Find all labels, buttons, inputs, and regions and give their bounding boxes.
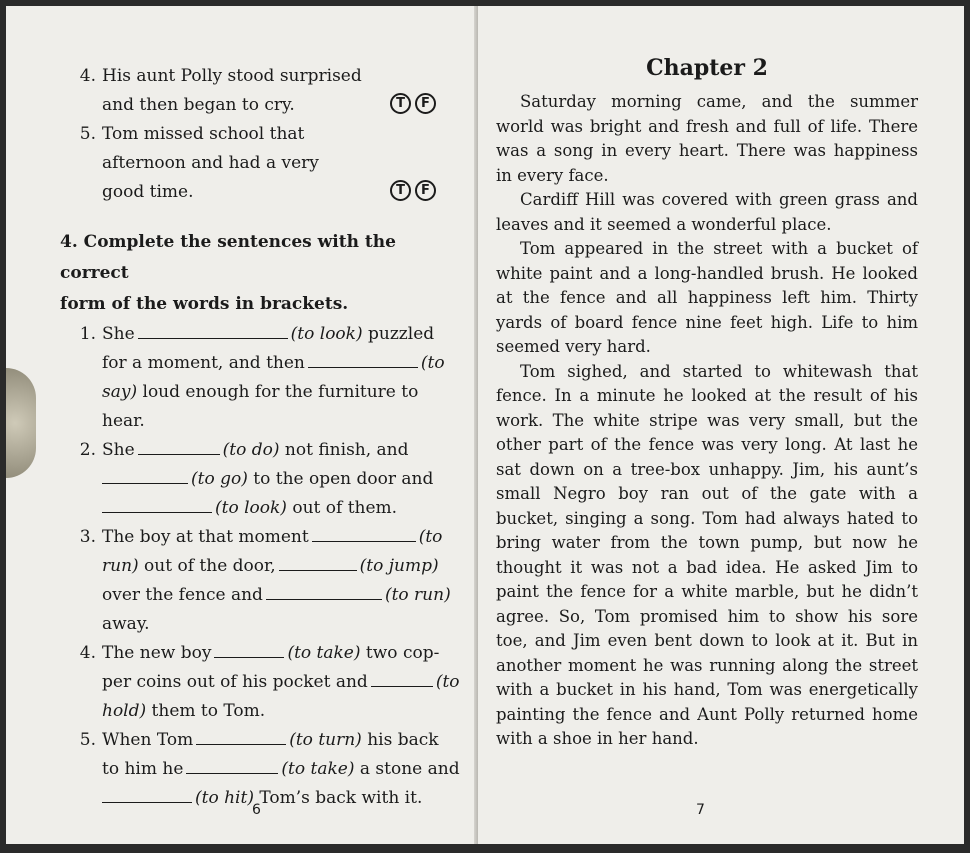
bracket-word: (to hit) (195, 788, 254, 808)
sentence-text: out of them. (286, 498, 398, 518)
sentence-text: away. (102, 614, 150, 634)
sentence-text: hear. (102, 411, 145, 431)
sentence-text: The boy at that moment (102, 527, 309, 547)
bracket-word: (to (418, 527, 443, 547)
bracket-word: (to jump) (359, 556, 439, 576)
answer-blank[interactable] (186, 755, 278, 774)
tf-text: His aunt Polly stood surprised (102, 66, 362, 86)
tf-text: good time. (102, 182, 194, 202)
page-number: 6 (252, 802, 261, 818)
right-page (478, 6, 964, 844)
sentence-text: his back (361, 730, 439, 750)
answer-blank[interactable] (138, 436, 220, 455)
sentence-text: She (102, 324, 135, 344)
tf-choices (390, 180, 436, 201)
item-number: 5. (79, 124, 96, 144)
tf-choices (390, 93, 436, 114)
sentence-text: over the fence and (102, 585, 263, 605)
tf-text: and then began to cry. (102, 95, 295, 115)
sentence-text: The new boy (102, 643, 212, 663)
answer-blank[interactable] (279, 552, 357, 571)
bracket-word: (to turn) (289, 730, 362, 750)
task-heading (60, 227, 468, 320)
sentence-text: to the open door and (247, 469, 434, 489)
sentence-text: out of the door, (138, 556, 276, 576)
story-text (496, 90, 918, 752)
bracket-word: (to take) (281, 759, 355, 779)
item-number: 5. (79, 730, 96, 750)
bracket-word: (to do) (222, 440, 280, 460)
item-number: 2. (79, 440, 96, 460)
left-page (6, 6, 478, 844)
true-choice[interactable]: T (390, 93, 411, 114)
page-number: 7 (696, 802, 705, 818)
sentence-1 (60, 320, 468, 436)
answer-blank[interactable] (138, 320, 288, 339)
sentence-5 (60, 726, 468, 813)
answer-blank[interactable] (196, 726, 286, 745)
answer-blank[interactable] (102, 784, 192, 803)
sentence-text: Tom’s back with it. (253, 788, 423, 808)
thumb-shadow (6, 368, 36, 478)
sentence-text: per coins out of his pocket and (102, 672, 368, 692)
bracket-word: run) (102, 556, 139, 576)
item-number: 4. (79, 643, 96, 663)
paragraph: Saturday morning came, and the summer world was bright and fresh and full of life. There was a song in every heart. There was happiness in every face. (496, 92, 918, 185)
sentence-text: them to Tom. (146, 701, 266, 721)
tf-item-4 (60, 62, 468, 120)
item-number: 1. (79, 324, 96, 344)
sentence-text: She (102, 440, 135, 460)
false-choice[interactable]: F (415, 93, 436, 114)
sentence-text: to him he (102, 759, 184, 779)
answer-blank[interactable] (312, 523, 416, 542)
paragraph: Tom sighed, and started to whitewash that fence. In a minute he looked at the result of his work. The white stripe was very small, but the other part of the fence was very long. At last he sat down on a tree-box unhappy. Jim, his aunt’s small Negro boy ran out of the gate with a bucket, singing a song. Tom had always hated to bring water from the town pump, but now he thought it was not a bad idea. He asked Jim to paint the fence for a white marble, but he didn’t agree. So, Tom promised him to show his sore toe, and Jim even bent down to look at it. But in another moment he was running along the street with a bucket in his hand, Tom was energetically painting the fence and Aunt Polly returned home with a shoe in her hand. (496, 361, 918, 748)
sentence-text: two cop- (360, 643, 440, 663)
answer-blank[interactable] (266, 581, 382, 600)
bracket-word: (to look) (215, 498, 287, 518)
answer-blank[interactable] (102, 465, 188, 484)
task-heading-line: 4. Complete the sentences with the correct (60, 232, 396, 283)
tf-item-5 (60, 120, 468, 207)
bracket-word: (to run) (384, 585, 451, 605)
task-heading-line: form of the words in brackets. (60, 294, 349, 314)
tf-text: Tom missed school that (102, 124, 305, 144)
bracket-word: say) (102, 382, 138, 402)
bracket-word: (to (420, 353, 445, 373)
sentence-4 (60, 639, 468, 726)
sentence-text: puzzled (362, 324, 435, 344)
item-number: 4. (79, 66, 96, 86)
chapter-title: Chapter 2 (646, 55, 768, 81)
tf-text: afternoon and had a very (102, 153, 319, 173)
true-choice[interactable]: T (390, 180, 411, 201)
bracket-word: (to go) (191, 469, 248, 489)
paragraph: Cardiff Hill was covered with green grass and leaves and it seemed a wonderful place. (496, 190, 918, 234)
item-number: 3. (79, 527, 96, 547)
sentence-text: loud enough for the furniture to (137, 382, 419, 402)
answer-blank[interactable] (102, 494, 212, 513)
answer-blank[interactable] (308, 349, 418, 368)
answer-blank[interactable] (214, 639, 284, 658)
paragraph: Tom appeared in the street with a bucket of white paint and a long-handled brush. He looked at the fence and all happiness left him. Thirty yards of board fence nine feet high. Life to him seemed very hard. (496, 239, 918, 356)
false-choice[interactable]: F (415, 180, 436, 201)
bracket-word: hold) (102, 701, 147, 721)
sentence-text: When Tom (102, 730, 194, 750)
bracket-word: (to take) (287, 643, 361, 663)
bracket-word: (to (435, 672, 460, 692)
answer-blank[interactable] (371, 668, 433, 687)
sentence-text: for a moment, and then (102, 353, 305, 373)
sentence-text: not finish, and (279, 440, 409, 460)
sentence-2 (60, 436, 468, 523)
bracket-word: (to look) (290, 324, 363, 344)
sentence-text: a stone and (354, 759, 460, 779)
sentence-3 (60, 523, 468, 639)
